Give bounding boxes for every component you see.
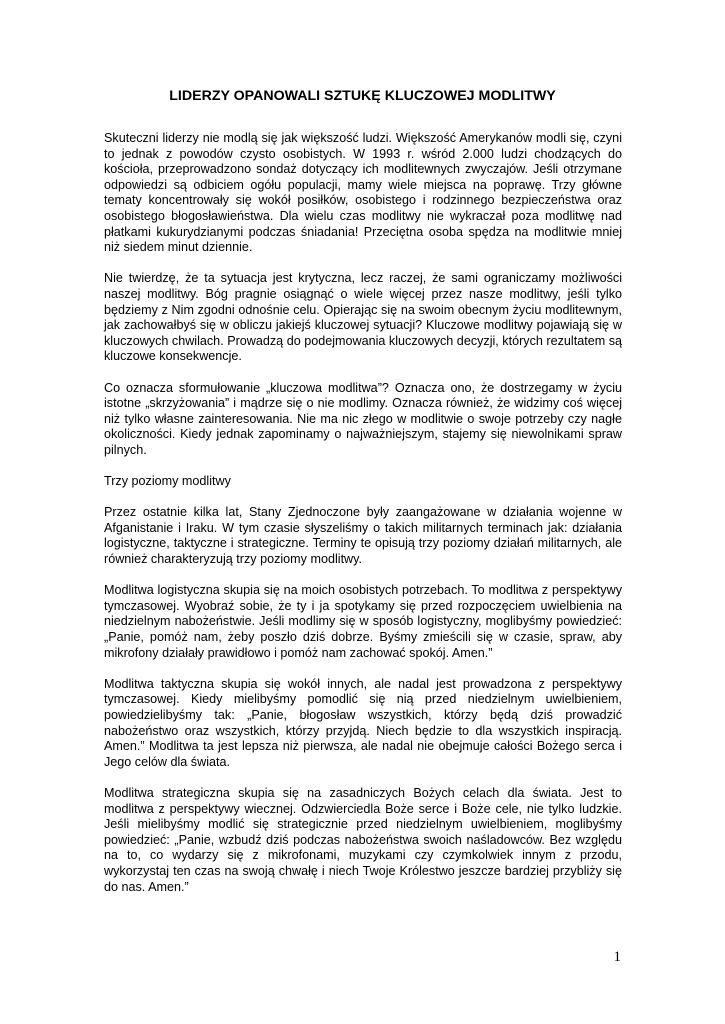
paragraph: Modlitwa strategiczna skupia się na zasadniczych Bożych celach dla świata. Jest to modlitwa z perspektywy wiecznej. Odzwierciedla Boże serce i Boże cele, nie tylko ludzkie. Jeśli mielibyśmy modlić się strategicznie przed niedzielnym uwielbieniem, moglibyśmy powiedzieć: „Panie, wzbudź dziś podczas nabożeństwa swoich naśladowców. Bez względu na to, co wydarzy się z mikrofonami, muzykami czy czymkolwiek innym z przodu, wykorzystaj ten czas na swoją chwałę i niech Twoje Królestwo jeszcze bardziej przybliży się do nas. Amen.” (104, 785, 622, 894)
paragraph: Co oznacza sformułowanie „kluczowa modlitwa”? Oznacza ono, że dostrzegamy w życiu istotne „skrzyżowania” i mądrze się o nie modlimy. Oznacza również, że widzimy coś więcej niż tylko własne zainteresowania. Nie ma nic złego w modlitwie o swoje potrzeby czy nagłe okoliczności. Kiedy jednak zapominamy o najważniejszym, stajemy się niewolnikami spraw pilnych. (104, 380, 622, 457)
paragraph: Modlitwa taktyczna skupia się wokół innych, ale nadal jest prowadzona z perspektywy tymczasowej. Kiedy mielibyśmy pomodlić się nią przed niedzielnym uwielbieniem, powiedzielibyśmy tak: „Panie, błogosław wszystkich, którzy będą dziś prowadzić nabożeństwo oraz wszystkich, którzy przyjdą. Niech będzie to dla wszystkich inspiracją. Amen.” Modlitwa ta jest lepsza niż pierwsza, ale nadal nie obejmuje całości Bożego serca i Jego celów dla świata. (104, 676, 622, 769)
paragraph: Nie twierdzę, że ta sytuacja jest krytyczna, lecz raczej, że sami ograniczamy możliwości naszej modlitwy. Bóg pragnie osiągnąć o wiele więcej przez nasze modlitwy, jeśli tylko będziemy z Nim zgodni odnośnie celu. Opierając się na swoim obecnym życiu modlitewnym, jak zachowałbyś się w obliczu jakiejś kluczowej sytuacji? Kluczowe modlitwy pojawiają się w kluczowych chwilach. Prowadzą do podejmowania kluczowych decyzji, których rezultatem są kluczowe konsekwencje. (104, 271, 622, 364)
paragraph: Modlitwa logistyczna skupia się na moich osobistych potrzebach. To modlitwa z perspektywy tymczasowej. Wyobraź sobie, że ty i ja spotykamy się przed rozpoczęciem uwielbienia na niedzielnym nabożeństwie. Jeśli modlimy się w sposób logistyczny, moglibyśmy powiedzieć: „Panie, pomóż nam, żeby poszło dziś dobrze. Byśmy zmieścili się w czasie, spraw, aby mikrofony działały prawidłowo i pomóż nam zachować spokój. Amen.” (104, 583, 622, 660)
paragraph: Skuteczni liderzy nie modlą się jak większość ludzi. Większość Amerykanów modli się, czyni to jednak z powodów czysto osobistych. W 1993 r. wśród 2.000 ludzi chodzących do kościoła, przeprowadzono sondaż dotyczący ich modlitewnych zwyczajów. Jeśli otrzymane odpowiedzi są odbiciem ogółu populacji, mamy wiele miejsca na poprawę. Trzy główne tematy koncentrowały się wokół posiłków, osobistego i rodzinnego bezpieczeństwa oraz osobistego błogosławieństwa. Dla wielu czas modlitwy nie wykraczał poza modlitwę nad płatkami kukurydzianymi podczas śniadania! Przeciętna osoba spędza na modlitwie mniej niż siedem minut dziennie. (104, 131, 622, 255)
document-body (104, 131, 622, 911)
section-heading: Trzy poziomy modlitwy (104, 474, 231, 489)
page-title: LIDERZY OPANOWALI SZTUKĘ KLUCZOWEJ MODLITWY (169, 88, 556, 104)
paragraph: Przez ostatnie kilka lat, Stany Zjednoczone były zaangażowane w działania wojenne w Afganistanie i Iraku. W tym czasie słyszeliśmy o takich militarnych terminach jak: działania logistyczne, taktyczne i strategiczne. Terminy te opisują trzy poziomy działań militarnych, ale również charakteryzują trzy poziomy modlitwy. (104, 505, 622, 567)
page-number: 1 (613, 949, 621, 965)
